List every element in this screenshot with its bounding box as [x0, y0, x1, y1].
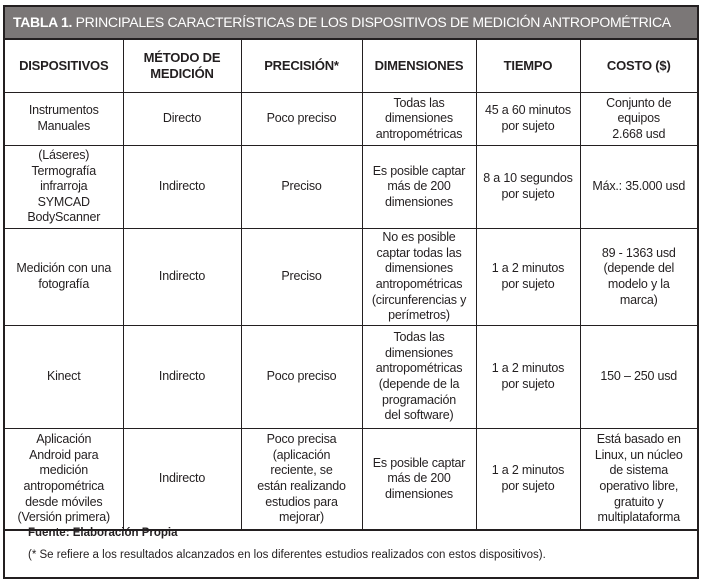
table-title [5, 7, 697, 39]
table-frame [3, 5, 699, 579]
cell-precision: Poco preciso [241, 326, 362, 429]
header-dispositivos: DISPOSITIVOS [5, 40, 123, 93]
cell-dimensiones: No es posible captar todas las dimensiones antropométricas (circunferencias y perímetros) [362, 229, 476, 326]
cell-costo: 89 - 1363 usd (depende del modelo y la marca) [580, 229, 697, 326]
cell-dispositivo: (Láseres) Termografía infrarroja SYMCAD BodyScanner [5, 146, 123, 229]
cell-dispositivo: Instrumentos Manuales [5, 93, 123, 146]
cell-costo: 150 – 250 usd [580, 326, 697, 429]
cell-metodo: Indirecto [123, 429, 241, 531]
cell-dispositivo: Aplicación Android para medición antropométrica desde móviles (Versión primera) [5, 429, 123, 531]
header-precision: PRECISIÓN* [241, 40, 362, 93]
cell-tiempo: 1 a 2 minutos por sujeto [476, 326, 580, 429]
cell-precision: Preciso [241, 146, 362, 229]
header-costo: COSTO ($) [580, 40, 697, 93]
cell-dispositivo: Kinect [5, 326, 123, 429]
cell-precision: Poco preciso [241, 93, 362, 146]
table-row [5, 326, 697, 429]
cell-metodo: Indirecto [123, 326, 241, 429]
cell-dimensiones: Todas las dimensiones antropométricas [362, 93, 476, 146]
header-dimensiones: DIMENSIONES [362, 40, 476, 93]
cell-dimensiones: Todas las dimensiones antropométricas (depende de la programación del software) [362, 326, 476, 429]
table-caption: PRINCIPALES CARACTERÍSTICAS DE LOS DISPOSITIVOS DE MEDICIÓN ANTROPOMÉTRICA [75, 14, 671, 30]
cell-metodo: Indirecto [123, 229, 241, 326]
table-footnote: (* Se refiere a los resultados alcanzados en los diferentes estudios realizados con estos dispositivos). [28, 549, 546, 561]
cell-tiempo: 1 a 2 minutos por sujeto [476, 229, 580, 326]
table-row [5, 93, 697, 146]
cell-tiempo: 8 a 10 segundos por sujeto [476, 146, 580, 229]
table-row [5, 229, 697, 326]
cell-costo: Está basado en Linux, un núcleo de sistema operativo libre, gratuito y multiplataforma [580, 429, 697, 531]
cell-tiempo: 45 a 60 minutos por sujeto [476, 93, 580, 146]
table-row [5, 429, 697, 531]
header-metodo: MÉTODO DE MEDICIÓN [123, 40, 241, 93]
cell-metodo: Indirecto [123, 146, 241, 229]
table-row [5, 146, 697, 229]
cell-precision: Poco precisa (aplicación reciente, se están realizando estudios para mejorar) [241, 429, 362, 531]
header-row [5, 40, 697, 93]
cell-costo: Máx.: 35.000 usd [580, 146, 697, 229]
table-source: Fuente: Elaboración Propia [28, 527, 178, 539]
cell-metodo: Directo [123, 93, 241, 146]
cell-dimensiones: Es posible captar más de 200 dimensiones [362, 429, 476, 531]
cell-tiempo: 1 a 2 minutos por sujeto [476, 429, 580, 531]
cell-costo: Conjunto de equipos 2.668 usd [580, 93, 697, 146]
cell-precision: Preciso [241, 229, 362, 326]
cell-dispositivo: Medición con una fotografía [5, 229, 123, 326]
devices-table [5, 39, 697, 531]
cell-dimensiones: Es posible captar más de 200 dimensiones [362, 146, 476, 229]
table-number: TABLA 1. [13, 14, 73, 30]
header-tiempo: TIEMPO [476, 40, 580, 93]
